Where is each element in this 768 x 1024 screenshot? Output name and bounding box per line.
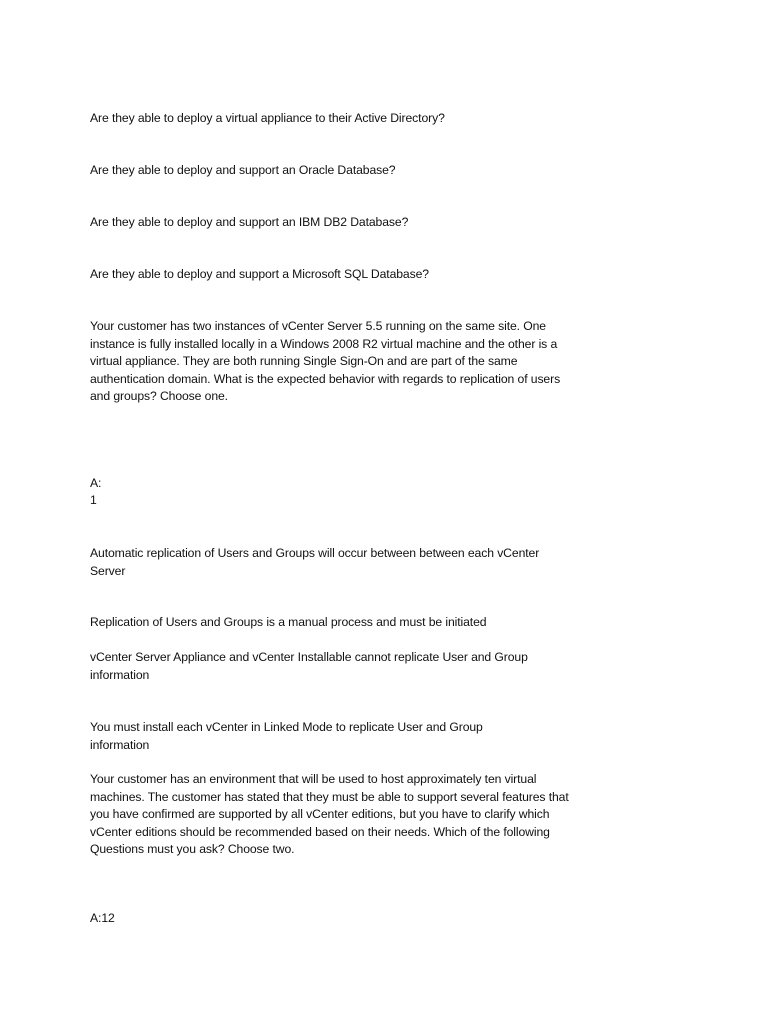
question-replication: Your customer has two instances of vCenter Server 5.5 running on the same site. One instance is fully installed locally in a Windows 2008 R2 virtual machine and the other is a virtual appliance. They are both running Single Sign-On and are part of the same authentication domain. What is the expected behavior with regards to replication of users and groups? Choose one. bbox=[90, 319, 561, 403]
question-mssql-database: Are they able to deploy and support a Microsoft SQL Database? bbox=[90, 267, 429, 281]
answer-1-value: 1 bbox=[90, 493, 97, 507]
question-vcenter-editions: Your customer has an environment that will be used to host approximately ten virtual machines. The customer has stated that they must be able to support several features that you have confirmed are supported by all vCenter editions, but you have to clarify which vCenter editions should be recommended based on their needs. Which of the following Questions must you ask? Choose two. bbox=[90, 772, 569, 856]
answer-1-label: A: bbox=[90, 476, 102, 490]
question-oracle-database: Are they able to deploy and support an Oracle Database? bbox=[90, 163, 396, 177]
option-manual-replication: Replication of Users and Groups is a manual process and must be initiated bbox=[90, 615, 487, 629]
option-cannot-replicate: vCenter Server Appliance and vCenter Installable cannot replicate User and Group information bbox=[90, 650, 528, 682]
option-automatic-replication: Automatic replication of Users and Groups will occur between between each vCenter Server bbox=[90, 546, 540, 578]
option-linked-mode: You must install each vCenter in Linked Mode to replicate User and Group information bbox=[90, 720, 483, 752]
question-active-directory: Are they able to deploy a virtual appliance to their Active Directory? bbox=[90, 111, 445, 125]
question-ibm-db2-database: Are they able to deploy and support an IBM DB2 Database? bbox=[90, 215, 409, 229]
answer-2: A:12 bbox=[90, 911, 115, 925]
